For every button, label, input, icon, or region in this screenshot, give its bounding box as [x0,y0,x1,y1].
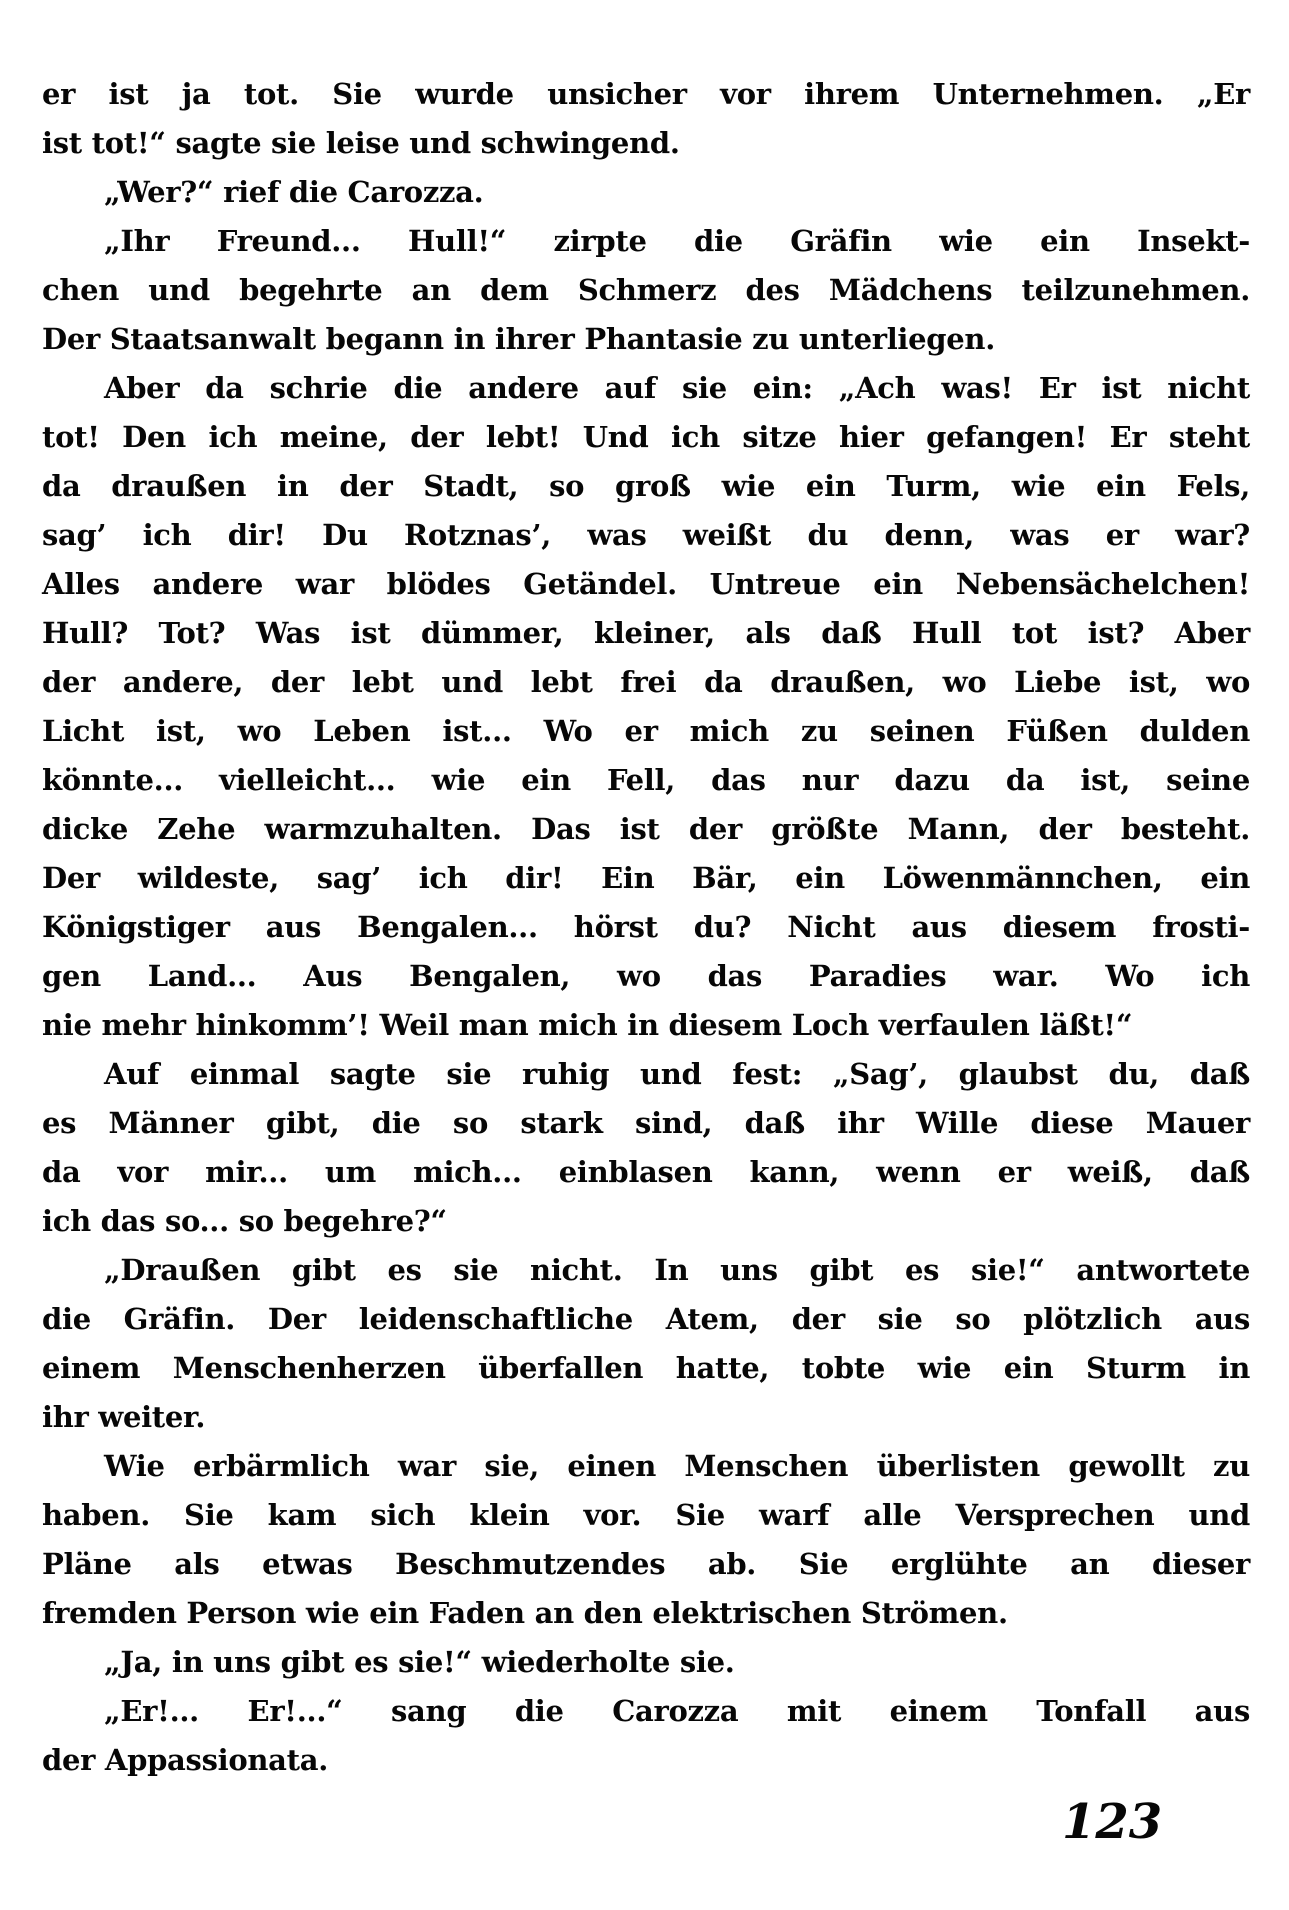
text-line: Wie erbärmlich war sie, einen Menschen überlisten gewollt zu [104,1449,1250,1483]
text-line: es Männer gibt, die so stark sind, daß ihr Wille diese Mauer [42,1106,1250,1140]
paragraph [42,217,1250,364]
paragraph [42,168,1250,217]
text-line: Der Staatsanwalt begann in ihrer Phantasie zu unterliegen. [42,322,995,356]
text-line: „Er!... Er!...“ sang die Carozza mit einem Tonfall aus [104,1694,1250,1728]
text-line: da draußen in der Stadt, so groß wie ein Turm, wie ein Fels, [42,469,1250,503]
text-line: ich das so... so begehre?“ [42,1204,447,1238]
text-line: „Ja, in uns gibt es sie!“ wiederholte sie. [104,1645,735,1679]
text-line: „Wer?“ rief die Carozza. [104,175,484,209]
text-block [42,70,1250,1785]
text-line: gen Land... Aus Bengalen, wo das Paradies war. Wo ich [42,959,1250,993]
text-line: dicke Zehe warmzuhalten. Das ist der größte Mann, der besteht. [42,812,1250,846]
text-line: Auf einmal sagte sie ruhig und fest: „Sag’, glaubst du, daß [104,1057,1250,1091]
paragraph [42,1638,1250,1687]
text-line: ihr weiter. [42,1400,206,1434]
text-line: „Draußen gibt es sie nicht. In uns gibt es sie!“ antwortete [104,1253,1250,1287]
text-line: der Appassionata. [42,1743,329,1777]
text-line: Pläne als etwas Beschmutzendes ab. Sie erglühte an dieser [42,1547,1250,1581]
paragraph [42,1246,1250,1442]
text-line: Königstiger aus Bengalen... hörst du? Nicht aus diesem frosti- [42,910,1250,944]
text-line: haben. Sie kam sich klein vor. Sie warf alle Versprechen und [42,1498,1250,1532]
text-line: er ist ja tot. Sie wurde unsicher vor ihrem Unternehmen. „Er [42,77,1250,111]
page-number: 123 [1062,1794,1163,1850]
text-line: da vor mir... um mich... einblasen kann, wenn er weiß, daß [42,1155,1250,1189]
text-line: der andere, der lebt und lebt frei da draußen, wo Liebe ist, wo [42,665,1250,699]
text-line: einem Menschenherzen überfallen hatte, tobte wie ein Sturm in [42,1351,1250,1385]
text-line: „Ihr Freund... Hull!“ zirpte die Gräfin wie ein Insekt- [104,224,1250,258]
text-line: Hull? Tot? Was ist dümmer, kleiner, als daß Hull tot ist? Aber [42,616,1250,650]
text-line: ist tot!“ sagte sie leise und schwingend. [42,126,680,160]
paragraph [42,1050,1250,1246]
text-line: tot! Den ich meine, der lebt! Und ich sitze hier gefangen! Er steht [42,420,1250,454]
paragraph [42,1687,1250,1785]
text-line: Der wildeste, sag’ ich dir! Ein Bär, ein Löwenmännchen, ein [42,861,1250,895]
text-line: sag’ ich dir! Du Rotznas’, was weißt du denn, was er war? [42,518,1250,552]
text-line: fremden Person wie ein Faden an den elektrischen Strömen. [42,1596,1008,1630]
text-line: chen und begehrte an dem Schmerz des Mädchens teilzunehmen. [42,273,1250,307]
text-line: Licht ist, wo Leben ist... Wo er mich zu seinen Füßen dulden [42,714,1250,748]
text-line: Aber da schrie die andere auf sie ein: „Ach was! Er ist nicht [104,371,1250,405]
text-line: nie mehr hinkomm’! Weil man mich in diesem Loch verfaulen läßt!“ [42,1008,1133,1042]
text-line: könnte... vielleicht... wie ein Fell, das nur dazu da ist, seine [42,763,1250,797]
paragraph [42,1442,1250,1638]
paragraph [42,364,1250,1050]
paragraph [42,70,1250,168]
text-line: Alles andere war blödes Getändel. Untreue ein Nebensächelchen! [42,567,1250,601]
text-line: die Gräfin. Der leidenschaftliche Atem, der sie so plötzlich aus [42,1302,1250,1336]
